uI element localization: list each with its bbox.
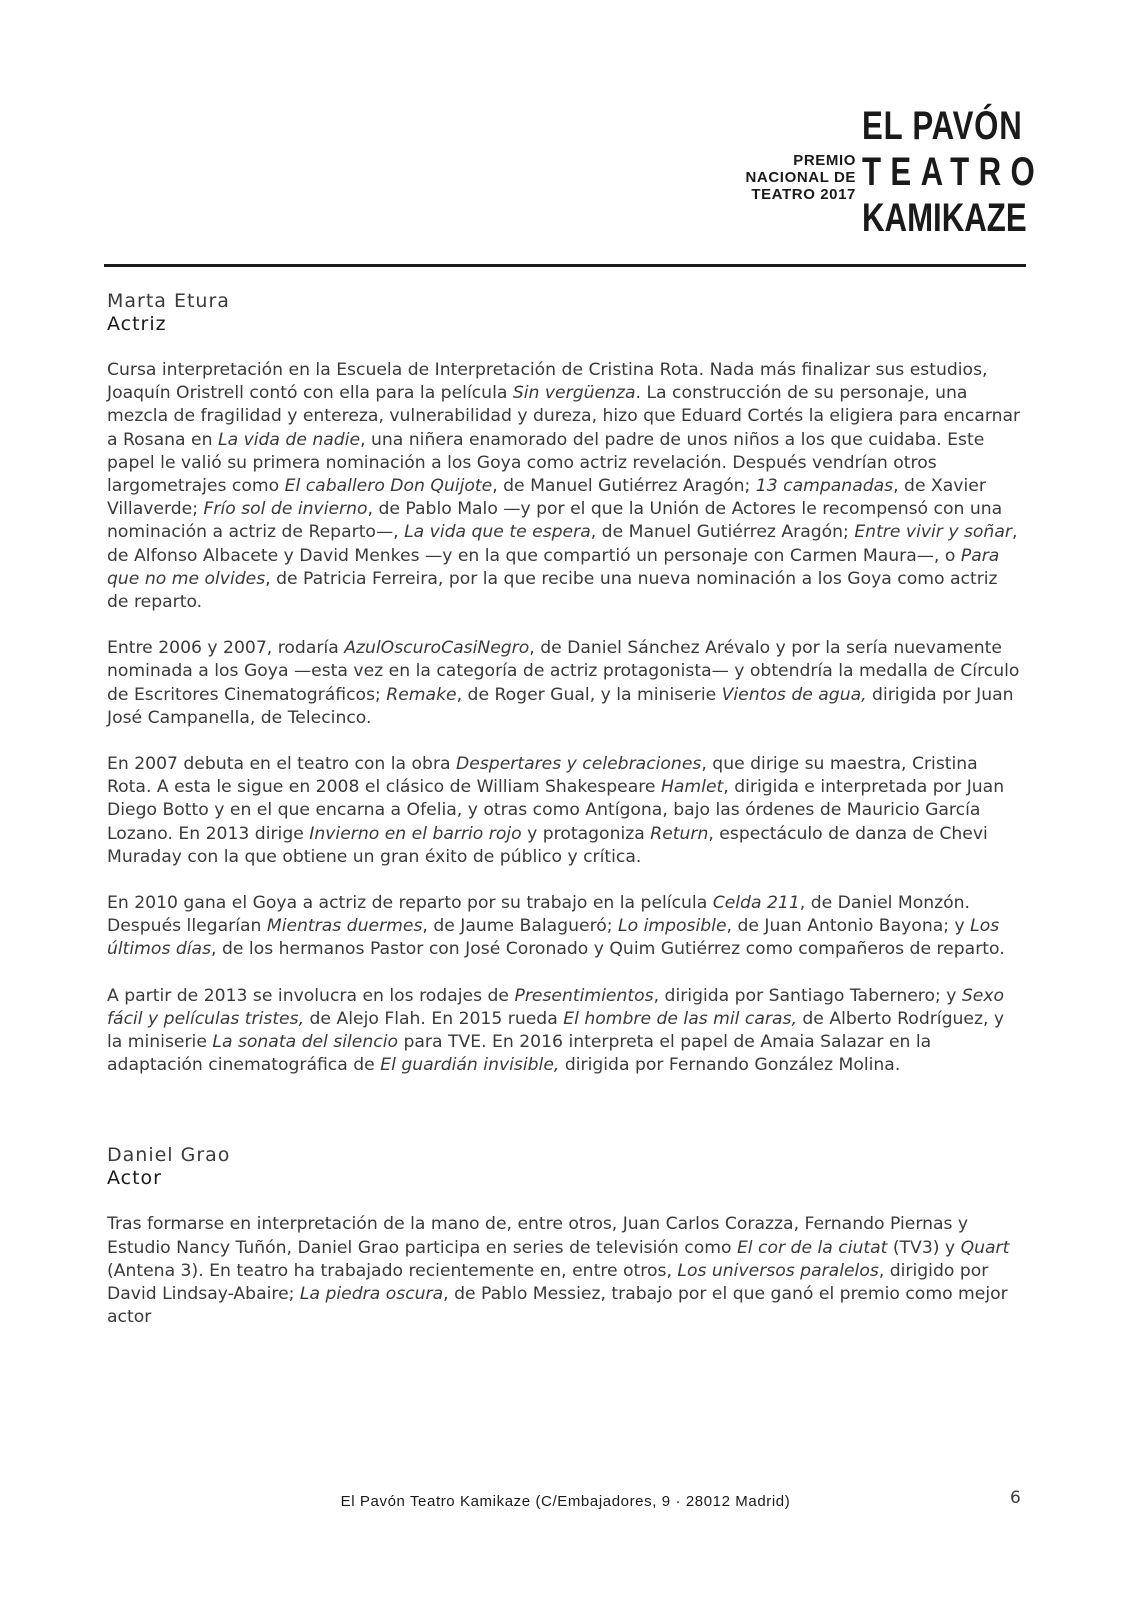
work-title: Sexo fácil y películas tristes, [107, 985, 1005, 1029]
work-title: Return [650, 823, 709, 844]
text-run: . La construcción de su personaje, una mezcla de fragilidad y entereza, vulnerabilidad y dureza, hizo que Eduard Cortés la eligiera para encarnar a Rosana en [107, 383, 1021, 450]
work-title: Remake [386, 684, 457, 705]
bio-paragraph [107, 892, 1022, 962]
text-run: , espectáculo de danza de Chevi Muraday con la que obtiene un gran éxito de público y crítica. [107, 823, 988, 867]
text-run: de Alberto Rodríguez, y la miniserie [107, 1008, 1005, 1053]
text-run: , de Daniel Monzón. Después llegarían [107, 893, 971, 937]
bio-section [107, 1144, 1022, 1329]
work-title: Celda 211 [712, 893, 800, 914]
text-run: , de Manuel Gutiérrez Aragón; [590, 522, 855, 543]
text-run: , dirigida por Santiago Tabernero; y [653, 985, 962, 1006]
page-header [0, 0, 1131, 275]
page-number: 6 [1010, 1488, 1021, 1508]
text-run: , de Alfonso Albacete y David Menkes —y en la que compartió un personaje con Carmen Maura—, o [107, 522, 1018, 566]
bio-paragraph [107, 985, 1022, 1078]
text-run: , dirigida e interpretada por Juan Diego Botto y en el que encarna a Ofelia, y otras como Antígona, bajo las órdenes de Mauricio García Lozano. En 2013 dirige [107, 777, 1005, 844]
work-title: Quart [960, 1237, 1010, 1258]
work-title: Lo imposible [618, 916, 727, 937]
text-run: , de los hermanos Pastor con José Coronado y Quim Gutiérrez como compañeros de reparto. [211, 939, 1005, 960]
text-run: dirigida por Fernando González Molina. [559, 1055, 901, 1076]
text-run: de Alejo Flah. En 2015 rueda [304, 1008, 564, 1029]
work-title: Entre vivir y soñar [854, 522, 1012, 543]
work-title: Para que no me olvides [107, 545, 1000, 589]
text-run: , de Pablo Messiez, trabajo por el que ganó el premio como mejor actor [107, 1284, 1008, 1328]
person-name: Marta Etura [107, 290, 230, 312]
bio-section [107, 290, 1022, 1077]
text-run: , una niñera enamorado del padre de unos niños a los que cuidaba. Este papel le valió su primera nominación a los Goya como actriz revelación. Después vendrían otros largometrajes como [107, 429, 985, 497]
text-run: , de Patricia Ferreira, por la que recibe una nueva nominación a los Goya como actriz de reparto. [107, 568, 998, 613]
work-title: Vientos de agua, [721, 684, 867, 705]
text-run: y protagoniza [521, 823, 651, 844]
biographies [107, 290, 1022, 1353]
text-run: , de Manuel Gutiérrez Aragón; [492, 476, 756, 497]
text-run: Entre 2006 y 2007, rodaría [107, 638, 345, 659]
text-run: , de Roger Gual, y la miniserie [456, 684, 722, 705]
person-role: Actor [107, 1167, 162, 1190]
work-title: La vida de nadie [218, 429, 361, 450]
text-run: , de Pablo Malo —y por el que la Unión de Actores le recompensó con una nominación a actriz de Reparto—, [107, 499, 1003, 543]
work-title: Los universos paralelos [677, 1260, 879, 1281]
logo-line: TEATRO [862, 150, 1045, 194]
text-run: Cursa interpretación en la Escuela de Interpretación de Cristina Rota. Nada más finalizar sus estudios, Joaquín Oristrell contó con ella para la película [107, 360, 988, 404]
work-title: La vida que te espera [404, 522, 591, 543]
logo-line: KAMIKAZE [862, 196, 1027, 240]
work-title: Los últimos días [107, 916, 1000, 960]
work-title: Sin vergüenza [512, 383, 636, 404]
work-title: La sonata del silencio [212, 1032, 399, 1053]
work-title: 13 campanadas [755, 476, 894, 497]
bio-paragraph [107, 753, 1022, 869]
award-label [656, 152, 856, 203]
bio-paragraph [107, 1213, 1022, 1329]
work-title: El hombre de las mil caras, [563, 1008, 797, 1029]
text-run: (TV3) y [887, 1237, 961, 1258]
text-run: , que dirige su maestra, Cristina Rota. A esta le sigue en 2008 el clásico de William Shakespeare [107, 754, 978, 798]
text-run: , de Xavier Villaverde; [107, 476, 986, 520]
person-name: Daniel Grao [107, 1144, 231, 1167]
logo-line: EL PAVÓN [862, 104, 1023, 148]
work-title: AzulOscuroCasiNegro [344, 638, 530, 659]
work-title: El cor de la ciutat [736, 1237, 888, 1258]
text-run: , de Jaume Balagueró; [422, 916, 619, 937]
work-title: La piedra oscura [299, 1284, 444, 1305]
text-run: Tras formarse en interpretación de la mano de, entre otros, Juan Carlos Corazza, Fernando Piernas y Estudio Nancy Tuñón, Daniel Grao participa en series de televisión como [107, 1214, 969, 1258]
text-run: En 2010 gana el Goya a actriz de reparto por su trabajo en la película [107, 893, 713, 914]
theater-logo [862, 103, 1045, 241]
text-run: , de Daniel Sánchez Arévalo y por la sería nuevamente nominada a los Goya —esta vez en la categoría de actriz protagonista— y obtendría la medalla de Círculo de Escritores Cinematográficos; [107, 638, 1020, 705]
bio-paragraph [107, 359, 1022, 614]
person-role: Actriz [107, 313, 167, 335]
text-run: para TVE. En 2016 interpreta el papel de Amaia Salazar en la adaptación cinematográfica de [107, 1032, 932, 1076]
work-title: Presentimientos [514, 985, 654, 1006]
text-run: , de Juan Antonio Bayona; y [726, 916, 971, 937]
work-title: El caballero Don Quijote [284, 476, 493, 497]
text-run: (Antena 3). En teatro ha trabajado recientemente en, entre otros, [107, 1260, 678, 1281]
work-title: Frío sol de invierno [203, 499, 368, 520]
text-run: dirigida por Juan José Campanella, de Telecinco. [107, 684, 1014, 728]
award-line: PREMIO [793, 152, 856, 169]
text-run: En 2007 debuta en el teatro con la obra [107, 754, 457, 775]
header-divider [104, 264, 1026, 267]
award-line: NACIONAL DE [745, 169, 856, 186]
text-run: , dirigido por David Lindsay-Abaire; [107, 1260, 989, 1305]
work-title: Hamlet [660, 777, 724, 798]
work-title: Invierno en el barrio rojo [309, 823, 522, 844]
text-run: A partir de 2013 se involucra en los rodajes de [107, 985, 515, 1006]
bio-paragraph [107, 637, 1022, 730]
work-title: Despertares y celebraciones [456, 754, 702, 775]
award-line: TEATRO 2017 [751, 186, 856, 203]
work-title: Mientras duermes [266, 916, 423, 937]
work-title: El guardián invisible, [380, 1055, 560, 1076]
footer-address: El Pavón Teatro Kamikaze (C/Embajadores, 9 · 28012 Madrid) [340, 1493, 791, 1510]
